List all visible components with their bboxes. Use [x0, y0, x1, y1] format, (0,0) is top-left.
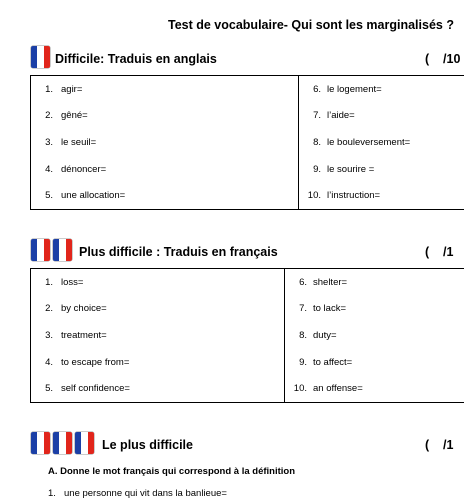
vocab-item: 10. l’instruction= [307, 190, 381, 202]
vocab-item: 7. to lack= [299, 303, 347, 315]
vocab-item: 6. le logement= [313, 83, 382, 95]
section-1-title: Difficile: Traduis en anglais [55, 52, 217, 66]
section-3-instruction: A. Donne le mot français qui correspond à la définition [48, 466, 296, 477]
section-2-score: ( /1 [425, 245, 454, 259]
vocab-item: 4. to escape from= [45, 356, 130, 368]
document-title: Test de vocabulaire- Qui sont les marginalisés ? [168, 18, 454, 32]
vocab-item: 1. agir= [45, 83, 83, 95]
section-1-header [0, 46, 464, 72]
section-1-table [30, 75, 464, 210]
vocab-item: 8. duty= [299, 329, 337, 341]
vocab-item: 2. gêné= [45, 110, 88, 122]
section-2-table [30, 268, 464, 403]
section-3-header [0, 432, 464, 458]
french-flag-icon [53, 432, 72, 454]
vocab-item: 9. to affect= [299, 356, 353, 368]
section-1-left-column [31, 76, 299, 210]
french-flag-icon [53, 239, 72, 261]
vocab-item: 4. dénoncer= [45, 163, 107, 175]
vocab-item: 9. le sourire = [313, 163, 375, 175]
vocab-item: 7. l’aide= [313, 110, 355, 122]
vocab-item: 3. le seuil= [45, 136, 97, 148]
section-3-score: ( /1 [425, 438, 454, 452]
section-2-title: Plus difficile : Traduis en français [79, 245, 278, 259]
vocab-item: 8. le bouleversement= [313, 136, 411, 148]
vocab-item: 3. treatment= [45, 329, 107, 341]
vocab-item: 5. une allocation= [45, 190, 126, 202]
vocab-item: 2. by choice= [45, 303, 107, 315]
flag-group [31, 46, 53, 68]
flag-group [31, 239, 75, 261]
section-2-left-column [31, 269, 285, 403]
section-1-score: ( /10 [425, 52, 461, 66]
vocab-item: 6. shelter= [299, 276, 348, 288]
vocab-item: 1. loss= [45, 276, 84, 288]
french-flag-icon [31, 432, 50, 454]
french-flag-icon [31, 46, 50, 68]
section-1-right-column [299, 76, 464, 210]
french-flag-icon [31, 239, 50, 261]
french-flag-icon [75, 432, 94, 454]
section-2-right-column [285, 269, 464, 403]
section-3-title: Le plus difficile [102, 438, 193, 452]
vocab-item: 10. an offense= [293, 383, 363, 395]
vocab-item: 5. self confidence= [45, 383, 130, 395]
flag-group [31, 432, 97, 454]
section-2-header [0, 239, 464, 265]
definition-item: 1. une personne qui vit dans la banlieue= [48, 488, 227, 499]
